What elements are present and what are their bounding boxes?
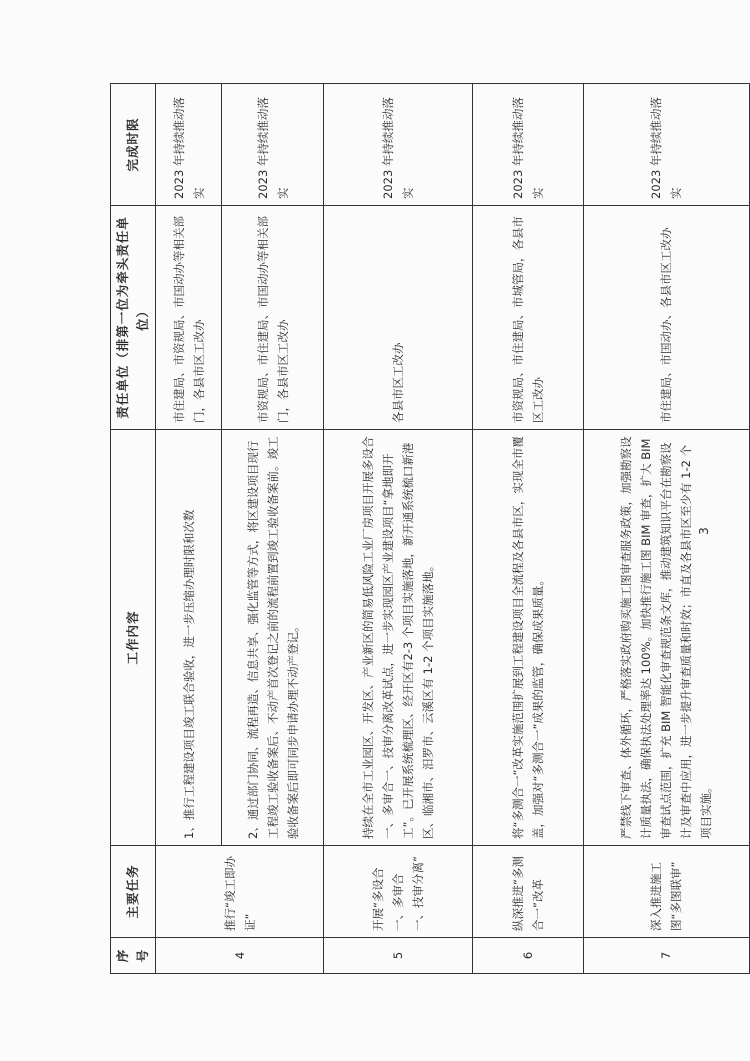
row-content: 将“多测合一”改革实施范围扩展到工程建设项目全流程及各县市区，实现全市覆盖，加强对“多测合一”成果的监管，确保成果质量。: [472, 430, 583, 846]
row-content: 持续在全市工业园区、开发区、产业新区的简易低风险工业厂房项目开展多设合一、多审合一、技审分离改革试点，进一步实现园区产业建设项目“拿地即开工”。已开展系统梳理区、经开区有2-3 个项目实施落地，新开通系统梳口新港区、临湘市、汨罗市、云溪区有 1-2 个项目实施落地。: [324, 430, 473, 846]
table-row: [324, 84, 473, 974]
row-unit: 市资规局、市住建局、市城管局，各县市区工改办: [472, 206, 583, 430]
row-seq: 5: [324, 938, 473, 974]
row-deadline: 2023 年持续推动落实: [156, 84, 222, 206]
row-deadline: 2023 年持续推动落实: [222, 84, 324, 206]
row-content: 1、推行工程建设项目竣工联合验收，进一步压缩办理时限和次数: [156, 430, 222, 846]
task-table: [110, 83, 750, 974]
header-deadline: 完成时限: [111, 84, 156, 206]
row-deadline: 2023 年持续推动落实: [324, 84, 473, 206]
row-seq: 7: [583, 938, 749, 974]
table-header-row: [111, 84, 156, 974]
header-seq: 序号: [111, 938, 156, 974]
row-unit: 市资规局、市住建局、市国动办等相关部门，各县市区工改办: [222, 206, 324, 430]
table-row: [472, 84, 583, 974]
row-unit: 各县市区工改办: [324, 206, 473, 430]
table-row: [583, 84, 749, 974]
header-task: 主要任务: [111, 846, 156, 938]
page-number: 3: [696, 527, 711, 535]
row-unit: 市住建局、市国动办、各县市区工改办: [583, 206, 749, 430]
row-task: 深入推进施工图“多图联审”: [583, 846, 749, 938]
table-row: [156, 84, 222, 974]
rotated-table-container: [110, 84, 750, 974]
row-deadline: 2023 年持续推动落实: [583, 84, 749, 206]
header-content: 工作内容: [111, 430, 156, 846]
row-content: 2、通过部门协同、流程再造、信息共享、强化监管等方式，将区建设项目现行工程竣工验收备案后、不动产首次登记之前的流程前置到竣工验收备案前。竣工验收备案后即可同步申请办理不动产登记。: [222, 430, 324, 846]
row-deadline: 2023 年持续推动落实: [472, 84, 583, 206]
header-unit: 责任单位（排第一位为牵头责任单位）: [111, 206, 156, 430]
row-task: 推行“竣工即办证”: [156, 846, 324, 938]
table-row: [222, 84, 324, 974]
row-unit: 市住建局、市资规局、市国动办等相关部门，各县市区工改办: [156, 206, 222, 430]
row-content: 严禁线下审查、体外循环，严格落实政府购买施工图审查服务政策，加强勘察设计质量执法，确保执法处理率达 100%。加快推行施工图 BIM 审查，扩大 BIM 审查试点范围，扩充 BIM 智能化审查规范条文库，推动建筑知识平台在勘察设计及审查中应用，进一步提升审查质量和时效；市直及各县市区至少有 1-2 个项目实施。: [583, 430, 749, 846]
row-task: 纵深推进“多测合一”改革: [472, 846, 583, 938]
row-seq: 6: [472, 938, 583, 974]
row-task: 开展“多设合一、多审合一、技审分离”: [324, 846, 473, 938]
row-seq: 4: [156, 938, 324, 974]
